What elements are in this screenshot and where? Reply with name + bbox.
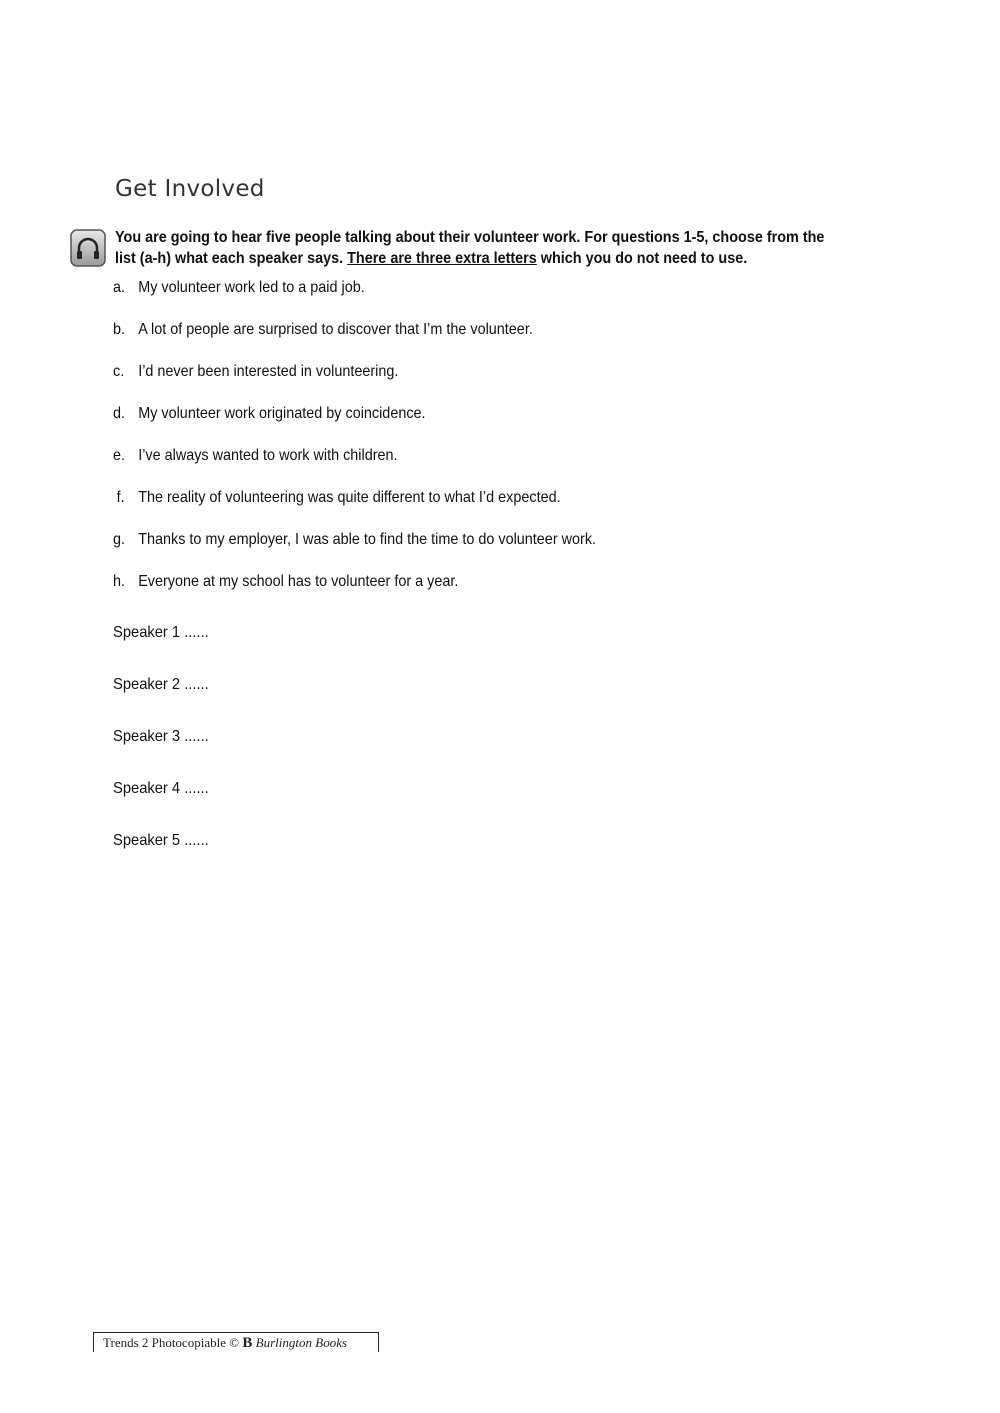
footer-copyright: [93, 1332, 379, 1352]
speaker-1-answer[interactable]: Speaker 1 ......: [113, 624, 209, 641]
instructions-text-end: which you do not need to use.: [536, 250, 748, 267]
list-item: [113, 489, 596, 531]
speaker-4-answer[interactable]: Speaker 4 ......: [113, 780, 209, 797]
speaker-5-answer[interactable]: Speaker 5 ......: [113, 832, 209, 849]
page-title: Get Involved: [115, 176, 265, 202]
option-letter: h.: [113, 573, 126, 590]
headphones-icon: [70, 229, 106, 267]
list-item: [113, 363, 596, 405]
list-item: [113, 447, 596, 489]
option-text: Thanks to my employer, I was able to find the time to do volunteer work.: [138, 531, 597, 548]
instructions-underlined: There are three extra letters: [347, 250, 537, 267]
list-item: [113, 531, 596, 573]
list-item: [113, 321, 596, 363]
option-text: Everyone at my school has to volunteer for a year.: [138, 573, 459, 590]
option-letter: d.: [113, 405, 126, 422]
option-text: I’d never been interested in volunteering.: [138, 363, 399, 380]
option-letter: f.: [116, 489, 125, 506]
option-text: My volunteer work originated by coincidence.: [138, 405, 426, 422]
list-item: [113, 279, 596, 321]
options-list: [113, 279, 650, 615]
option-text: I’ve always wanted to work with children.: [138, 447, 398, 464]
publisher-name: Burlington Books: [255, 1335, 348, 1350]
instructions-text: You are going to hear five people talking about their volunteer work. For questions 1-5, choose from the list (a-h) what each speaker says.: [115, 229, 825, 267]
speaker-3-answer[interactable]: Speaker 3 ......: [113, 728, 209, 745]
option-letter: g.: [113, 531, 126, 548]
option-text: The reality of volunteering was quite different to what I’d expected.: [138, 489, 561, 506]
list-item: [113, 405, 596, 447]
option-letter: b.: [113, 321, 126, 338]
option-letter: a.: [113, 279, 126, 296]
option-text: A lot of people are surprised to discover that I’m the volunteer.: [138, 321, 533, 338]
list-item: [113, 573, 596, 615]
speaker-2-answer[interactable]: Speaker 2 ......: [113, 676, 209, 693]
option-letter: e.: [113, 447, 126, 464]
footer-text: Trends 2 Photocopiable ©: [103, 1335, 243, 1350]
speaker-answers: [113, 624, 217, 884]
burlington-logo: B: [242, 1335, 253, 1351]
option-letter: c.: [113, 363, 125, 380]
option-text: My volunteer work led to a paid job.: [138, 279, 365, 296]
instructions: [115, 227, 835, 269]
